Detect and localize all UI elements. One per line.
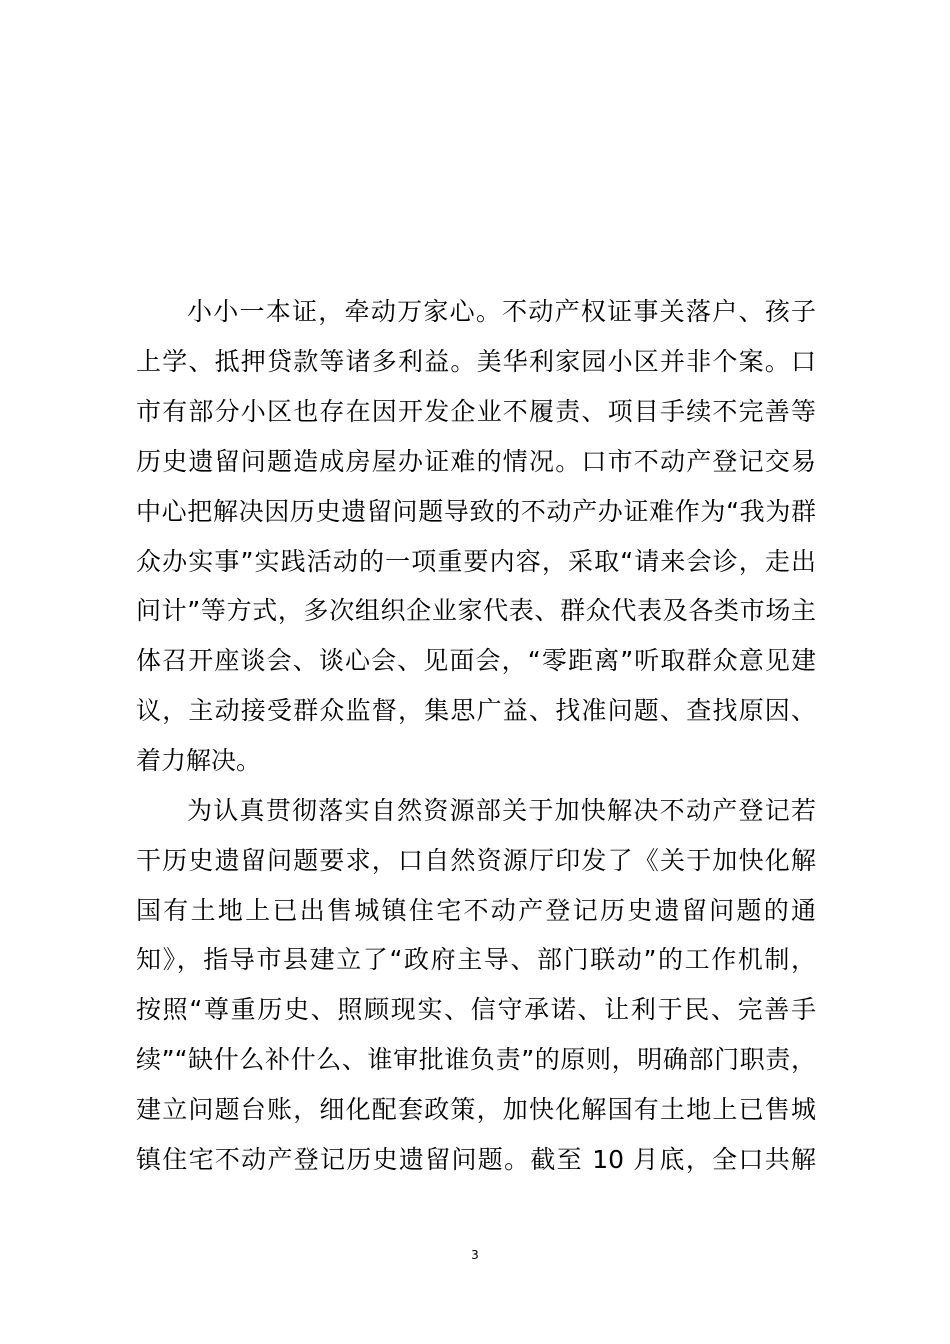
paragraph-1-line-4: 历史遗留问题造成房屋办证难的情况。口市不动产登记交易 bbox=[136, 447, 816, 476]
paragraph-2-line-3: 国有土地上已出售城镇住宅不动产登记历史遗留问题的通 bbox=[136, 896, 816, 925]
paragraph-2-line-8: 镇住宅不动产登记历史遗留问题。截至 10 月底，全口共解 bbox=[136, 1145, 816, 1174]
paragraph-1-line-5: 中心把解决因历史遗留问题导致的不动产办证难作为“我为群 bbox=[136, 497, 816, 526]
paragraph-1-line-9: 议，主动接受群众监督，集思广益、找准问题、查找原因、 bbox=[136, 696, 816, 725]
paragraph-1-line-6: 众办实事”实践活动的一项重要内容，采取“请来会诊，走出 bbox=[136, 547, 816, 576]
page-number: 3 bbox=[471, 1248, 479, 1262]
paragraph-2-line-5: 按照“尊重历史、照顾现实、信守承诺、让利于民、完善手 bbox=[136, 995, 816, 1024]
paragraph-2-line-7: 建立问题台账，细化配套政策，加快化解国有土地上已售城 bbox=[136, 1095, 816, 1124]
paragraph-2-line-4: 知》，指导市县建立了“政府主导、部门联动”的工作机制， bbox=[136, 945, 816, 974]
paragraph-1-line-2: 上学、抵押贷款等诸多利益。美华利家园小区并非个案。口 bbox=[136, 347, 816, 376]
paragraph-1-line-1: 小小一本证，牵动万家心。不动产权证事关落户、孩子 bbox=[187, 297, 816, 326]
paragraph-2-line-1: 为认真贯彻落实自然资源部关于加快解决不动产登记若 bbox=[187, 796, 816, 825]
paragraph-1-line-7: 问计”等方式，多次组织企业家代表、群众代表及各类市场主 bbox=[136, 596, 816, 625]
paragraph-2-line-2: 干历史遗留问题要求，口自然资源厅印发了《关于加快化解 bbox=[136, 846, 816, 875]
paragraph-1-line-10: 着力解决。 bbox=[136, 746, 262, 775]
paragraph-1-line-3: 市有部分小区也存在因开发企业不履责、项目手续不完善等 bbox=[136, 397, 816, 426]
paragraph-2-line-6: 续”“缺什么补什么、谁审批谁负责”的原则，明确部门职责， bbox=[136, 1045, 816, 1074]
paragraph-1-line-8: 体召开座谈会、谈心会、见面会，“零距离”听取群众意见建 bbox=[136, 646, 816, 675]
